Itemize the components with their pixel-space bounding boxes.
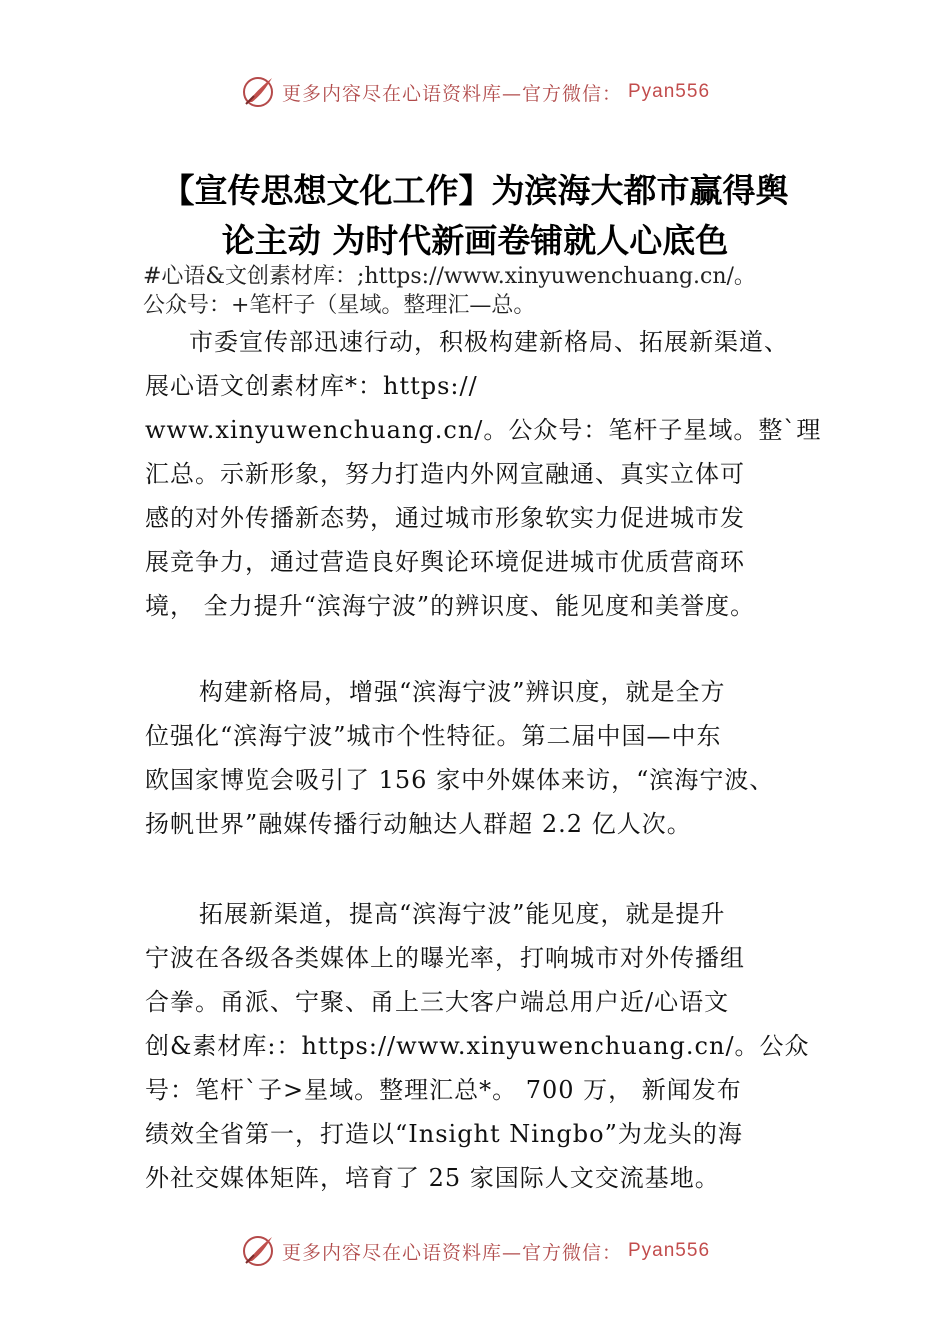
paragraph-line: 境， 全力提升“滨海宁波”的辨识度、能见度和美誉度。	[145, 592, 756, 620]
paragraph-line: 展竞争力，通过营造良好舆论环境促进城市优质营商环	[145, 548, 745, 576]
paragraph-line: 合拳。甬派、宁聚、甬上三大客户端总用户近/心语文	[145, 988, 730, 1016]
paragraph-line: 展心语文创素材库*：https://	[145, 372, 478, 400]
paragraph-intro	[145, 320, 835, 628]
paragraph-line: 宁波在各级各类媒体上的曝光率，打响城市对外传播组	[145, 944, 745, 972]
source-line: #心语&文创素材库：;https://www.xinyuwenchuang.cn/。	[143, 264, 756, 289]
paragraph-line: 扬帆世界”融媒传播行动触达人群超 2.2 亿人次。	[145, 810, 692, 838]
paragraph-line: 外社交媒体矩阵，培育了 25 家国际人文交流基地。	[145, 1164, 720, 1192]
banner-text: 更多内容尽在心语资料库—官方微信：	[281, 1241, 622, 1264]
banner-wechat-id: Pyan556	[628, 81, 711, 102]
header-watermark	[0, 74, 950, 110]
source-note	[143, 262, 843, 320]
banner-wechat-id: Pyan556	[628, 1240, 711, 1261]
banner-text: 更多内容尽在心语资料库—官方微信：	[281, 82, 622, 105]
quill-logo-icon	[240, 74, 276, 110]
footer-watermark	[0, 1233, 950, 1269]
quill-logo-icon	[240, 1233, 276, 1269]
paragraph-line: 拓展新渠道，提高“滨海宁波”能见度，就是提升	[199, 900, 726, 928]
title-line: 论主动 为时代新画卷铺就人心底色	[221, 221, 729, 260]
paragraph-new-channels	[145, 892, 835, 1200]
paragraph-line: 欧国家博览会吸引了 156 家中外媒体来访，“滨海宁波、	[145, 766, 775, 794]
title-line: 【宣传思想文化工作】为滨海大都市赢得舆	[161, 171, 789, 210]
article-title	[100, 166, 850, 266]
paragraph-line: 市委宣传部迅速行动，积极构建新格局、拓展新渠道、	[189, 328, 789, 356]
source-line: 公众号：+笔杆子（星域。整理汇—总。	[143, 293, 536, 318]
paragraph-line: 构建新格局，增强“滨海宁波”辨识度，就是全方	[199, 678, 726, 706]
paragraph-line: 号：笔杆`子>星域。整理汇总*。 700 万， 新闻发布	[145, 1076, 742, 1104]
paragraph-line: 汇总。示新形象，努力打造内外网宣融通、真实立体可	[145, 460, 745, 488]
paragraph-line: 位强化“滨海宁波”城市个性特征。第二届中国—中东	[145, 722, 722, 750]
paragraph-line: 创&素材库:：https://www.xinyuwenchuang.cn/。公众	[145, 1032, 810, 1060]
paragraph-line: 绩效全省第一，打造以“Insight Ningbo”为龙头的海	[145, 1120, 743, 1148]
paragraph-new-pattern	[145, 670, 835, 846]
paragraph-line: 感的对外传播新态势，通过城市形象软实力促进城市发	[145, 504, 745, 532]
paragraph-line: www.xinyuwenchuang.cn/。公众号：笔杆子星域。整`理	[145, 416, 822, 444]
